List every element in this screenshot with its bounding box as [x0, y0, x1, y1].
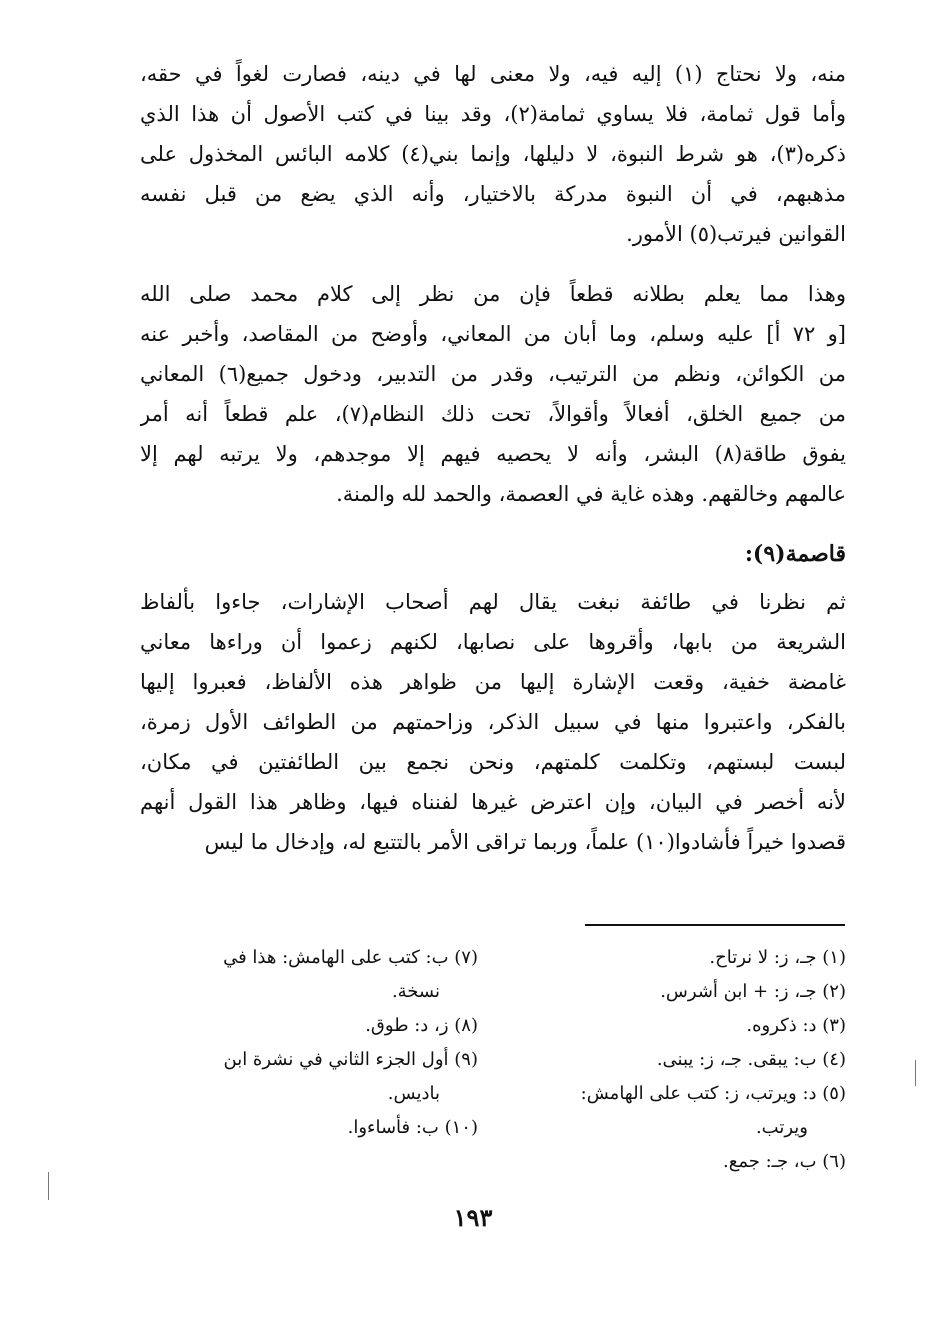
footnote-line: نسخة.	[391, 981, 440, 1002]
paragraph-1	[140, 54, 846, 254]
footnote-line: (٢) جـ، ز: + ابن أشرس.	[660, 981, 846, 1002]
paragraph-3	[140, 582, 846, 862]
page-number: ١٩٣	[453, 1203, 493, 1232]
footnote-line: (٩) أول الجزء الثاني في نشرة ابن	[223, 1049, 478, 1070]
footnote-line: (٦) ب، جـ: جمع.	[723, 1151, 846, 1172]
text-line: عالمهم وخالقهم. وهذه غاية في العصمة، والحمد لله والمنة.	[336, 482, 846, 506]
text-line: مذهبهم، في أن النبوة مدركة بالاختيار، وأنه الذي يضع من قبل نفسه	[140, 182, 846, 206]
footnote-line: (٧) ب: كتب على الهامش: هذا في	[223, 947, 478, 968]
text-line: الشريعة من بابها، وأقروها على نصابها، لكنهم زعموا أن وراءها معاني	[140, 630, 846, 654]
text-line: ذكره(٣)، هو شرط النبوة، لا دليلها، وإنما بني(٤) كلامه البائس المخذول على	[140, 142, 846, 166]
scan-speck	[48, 1172, 49, 1200]
text-line: بالفكر، واعتبروا منها في سبيل الذكر، وزاحمتهم من الطوائف الأول زمرة،	[140, 710, 846, 734]
footnotes-left-column	[140, 941, 478, 1145]
paragraph-2	[140, 274, 846, 514]
text-line: من الكوائن، ونظم من الترتيب، وقدر من التدبير، ودخول جميع(٦) المعاني	[140, 362, 846, 386]
text-line: يفوق طاقة(٨) البشر، وأنه لا يحصيه فيهم إلا موجدهم، ولا يرتبه لهم إلا	[140, 442, 846, 466]
footnotes-right-column	[498, 941, 846, 1179]
text-line: وهذا مما يعلم بطلانه قطعاً فإن من نظر إلى كلام محمد صلى الله	[140, 282, 846, 306]
text-line: لأنه أخصر في البيان، وإن اعترض غيرها لفنناه فيها، وظاهر هذا القول أنهم	[140, 790, 846, 814]
text-line: من جميع الخلق، أفعالاً وأقوالاً، تحت ذلك النظام(٧)، علم قطعاً أنه أمر	[140, 402, 846, 426]
footnote-line: (٥) د: ويرتب، ز: كتب على الهامش:	[580, 1083, 846, 1104]
text-line: غامضة خفية، وقعت الإشارة إليها من ظواهر هذه الألفاظ، فعبروا إليها	[140, 670, 846, 694]
footnote-line: (٤) ب: يبقى. جـ، ز: يبنى.	[656, 1049, 846, 1070]
text-line: منه، ولا نحتاج (١) إليه فيه، ولا معنى لها في دينه، فصارت لغواً في حقه،	[140, 62, 846, 86]
text-line: قصدوا خيراً فأشادوا(١٠) علماً، وربما تراقى الأمر بالتتبع له، وإدخال ما ليس	[204, 830, 846, 854]
text-line: [و ٧٢ أ] عليه وسلم، وما أبان من المعاني، وأوضح من المقاصد، وأخبر عنه	[140, 322, 846, 346]
footnote-line: (١) جـ، ز: لا نرتاح.	[709, 947, 846, 968]
text-line: ثم نظرنا في طائفة نبغت يقال لهم أصحاب الإشارات، جاءوا بألفاظ	[140, 590, 846, 614]
scan-speck	[915, 1060, 916, 1086]
text-line: القوانين فيرتب(٥) الأمور.	[626, 222, 846, 246]
footnote-line: (٣) د: ذكروه.	[746, 1015, 846, 1036]
section-heading: قاصمة(٩):	[744, 541, 846, 567]
text-line: لبست لبستهم، وتكلمت كلمتهم، ونحن نجمع بين الطائفتين في مكان،	[140, 750, 846, 774]
footnote-line: (١٠) ب: فأساءوا.	[347, 1117, 478, 1138]
footnote-line: ويرتب.	[755, 1117, 808, 1138]
footnote-separator	[585, 924, 845, 926]
footnote-line: (٨) ز، د: طوق.	[365, 1015, 478, 1036]
text-line: وأما قول ثمامة، فلا يساوي ثمامة(٢)، وقد بينا في كتب الأصول أن هذا الذي	[140, 102, 846, 126]
footnote-line: باديس.	[387, 1083, 440, 1104]
